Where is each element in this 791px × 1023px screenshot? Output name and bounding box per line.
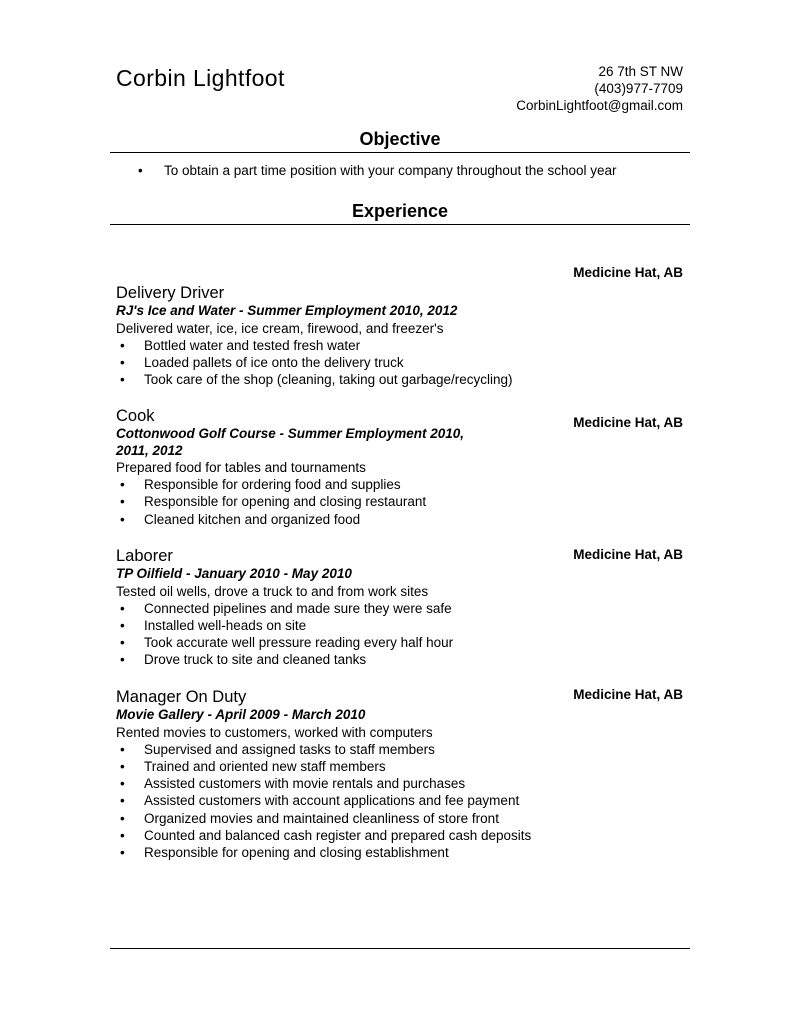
duty-text: Trained and oriented new staff members	[144, 758, 386, 774]
contact-block	[516, 63, 683, 114]
duty-item	[116, 792, 576, 809]
bullet: •	[120, 600, 125, 616]
job-summary: Rented movies to customers, worked with computers	[116, 724, 433, 740]
footer-rule	[110, 948, 690, 949]
job-entry	[116, 546, 576, 669]
duty-text: Supervised and assigned tasks to staff members	[144, 741, 435, 757]
duty-text: Assisted customers with movie rentals and purchases	[144, 776, 466, 792]
duty-text: Counted and balanced cash register and prepared cash deposits	[144, 827, 532, 843]
duty-text: Cleaned kitchen and organized food	[144, 511, 361, 527]
job-location: Medicine Hat, AB	[573, 265, 683, 280]
experience-heading: Experience	[351, 201, 449, 221]
duty-item	[116, 337, 576, 354]
job-entry	[116, 283, 576, 388]
duty-item	[116, 354, 576, 371]
bullet: •	[120, 477, 125, 493]
duty-text: Took care of the shop (cleaning, taking out garbage/recycling)	[144, 372, 513, 388]
job-location: Medicine Hat, AB	[573, 687, 683, 702]
candidate-name: Corbin Lightfoot	[116, 65, 285, 91]
job-employer: Movie Gallery - April 2009 - March 2010	[116, 707, 366, 722]
duty-item	[116, 844, 576, 861]
job-entry	[116, 406, 576, 528]
duty-item	[116, 493, 576, 510]
duty-item	[116, 775, 576, 792]
duty-item	[116, 758, 576, 775]
objective-rule	[110, 152, 690, 153]
duty-item	[116, 371, 576, 388]
bullet: •	[120, 494, 125, 510]
bullet: •	[120, 810, 125, 826]
duty-text: Responsible for opening and closing restaurant	[144, 494, 427, 510]
duty-text: Installed well-heads on site	[144, 617, 307, 633]
duty-item	[116, 827, 576, 844]
job-summary: Delivered water, ice, ice cream, firewood, and freezer's	[116, 320, 444, 336]
duty-text: Connected pipelines and made sure they were safe	[144, 600, 452, 616]
job-location: Medicine Hat, AB	[573, 415, 683, 430]
address: 26 7th ST NW	[598, 64, 683, 79]
duty-text: Responsible for opening and closing establishment	[144, 844, 449, 860]
experience-rule	[110, 224, 690, 225]
bullet: •	[120, 635, 125, 651]
duty-list	[116, 741, 576, 861]
bullet: •	[120, 844, 125, 860]
bullet: •	[120, 776, 125, 792]
duty-item	[116, 617, 576, 634]
bullet: •	[120, 617, 125, 633]
duty-text: Took accurate well pressure reading every half hour	[144, 635, 454, 651]
job-employer: TP Oilfield - January 2010 - May 2010	[116, 566, 352, 581]
duty-text: Organized movies and maintained cleanliness of store front	[144, 810, 499, 826]
job-title: Laborer	[116, 547, 173, 565]
bullet: •	[120, 741, 125, 757]
duty-list	[116, 600, 576, 669]
duty-item	[116, 810, 576, 827]
bullet: •	[120, 372, 125, 388]
job-entry	[116, 687, 576, 861]
duty-item	[116, 651, 576, 668]
job-summary: Prepared food for tables and tournaments	[116, 460, 366, 475]
duty-list	[116, 476, 576, 528]
bullet: •	[120, 511, 125, 527]
objective-item	[138, 162, 617, 179]
objective-text: To obtain a part time position with your company throughout the school year	[164, 163, 617, 178]
duty-text: Bottled water and tested fresh water	[144, 337, 361, 353]
bullet: •	[138, 163, 143, 178]
duty-item	[116, 476, 576, 493]
email: CorbinLightfoot@gmail.com	[516, 98, 683, 113]
duty-item	[116, 634, 576, 651]
bullet: •	[120, 793, 125, 809]
bullet: •	[120, 337, 125, 353]
bullet: •	[120, 758, 125, 774]
duty-list	[116, 337, 576, 389]
duty-text: Loaded pallets of ice onto the delivery truck	[144, 354, 404, 370]
duty-item	[116, 741, 576, 758]
job-location: Medicine Hat, AB	[573, 547, 683, 562]
job-summary: Tested oil wells, drove a truck to and from work sites	[116, 583, 429, 599]
bullet: •	[120, 652, 125, 668]
job-employer: Cottonwood Golf Course - Summer Employment 2010, 2011, 2012	[116, 426, 465, 458]
job-title: Delivery Driver	[116, 284, 225, 302]
job-title: Manager On Duty	[116, 688, 247, 706]
phone: (403)977-7709	[594, 81, 683, 96]
objective-heading: Objective	[359, 129, 441, 149]
job-employer: RJ's Ice and Water - Summer Employment 2010, 2012	[116, 303, 458, 318]
duty-item	[116, 600, 576, 617]
duty-text: Assisted customers with account applications and fee payment	[144, 793, 520, 809]
bullet: •	[120, 827, 125, 843]
bullet: •	[120, 354, 125, 370]
job-title: Cook	[116, 407, 155, 425]
duty-item	[116, 511, 576, 528]
duty-text: Drove truck to site and cleaned tanks	[144, 652, 367, 668]
duty-text: Responsible for ordering food and supplies	[144, 477, 401, 493]
